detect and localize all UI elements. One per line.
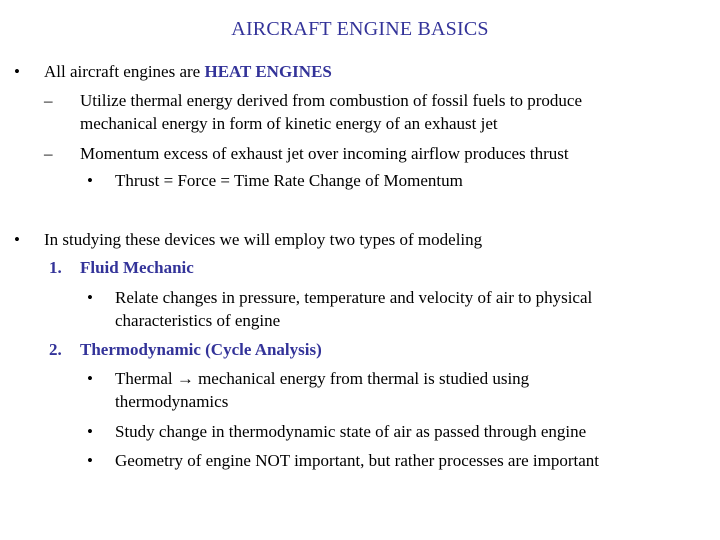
list-number-1: 1. (49, 258, 62, 277)
bullet-marker: • (87, 451, 93, 470)
bullet-marker: • (87, 171, 93, 190)
thermodynamic-heading: Thermodynamic (Cycle Analysis) (80, 340, 322, 359)
bullet-marker: • (87, 369, 93, 388)
fluid-mechanic-heading: Fluid Mechanic (80, 258, 194, 277)
list-number-2: 2. (49, 340, 62, 359)
thermo-point3: Geometry of engine NOT important, but rather processes are important (115, 451, 600, 470)
thermo-point2: Study change in thermodynamic state of air as passed through engine (115, 422, 587, 441)
bullet-text: All aircraft engines are (44, 62, 205, 81)
bullet-marker: • (87, 288, 93, 307)
bullet-marker: • (14, 62, 20, 81)
thermo-point1-line2: thermodynamics (115, 392, 229, 411)
heat-engines-highlight: HEAT ENGINES (204, 62, 332, 81)
thermo-point1-line1: Thermal → mechanical energy from thermal is studied using (115, 369, 530, 388)
dash-marker: – (44, 144, 53, 163)
bullet-marker: • (14, 230, 20, 249)
sub-item-thermal-energy-line1: Utilize thermal energy derived from combustion of fossil fuels to produce (80, 91, 582, 110)
thrust-definition: Thrust = Force = Time Rate Change of Momentum (115, 171, 463, 190)
sub-item-thermal-energy-line2: mechanical energy in form of kinetic energy of an exhaust jet (80, 114, 498, 133)
bullet-modeling-types: In studying these devices we will employ two types of modeling (44, 230, 483, 249)
bullet-heat-engines (44, 61, 332, 83)
fluid-mechanic-point-line1: Relate changes in pressure, temperature and velocity of air to physical (115, 288, 593, 307)
fluid-mechanic-point-line2: characteristics of engine (115, 311, 281, 330)
dash-marker: – (44, 91, 53, 110)
sub-item-momentum: Momentum excess of exhaust jet over incoming airflow produces thrust (80, 144, 569, 163)
bullet-marker: • (87, 422, 93, 441)
slide-title: AIRCRAFT ENGINE BASICS (231, 18, 489, 40)
